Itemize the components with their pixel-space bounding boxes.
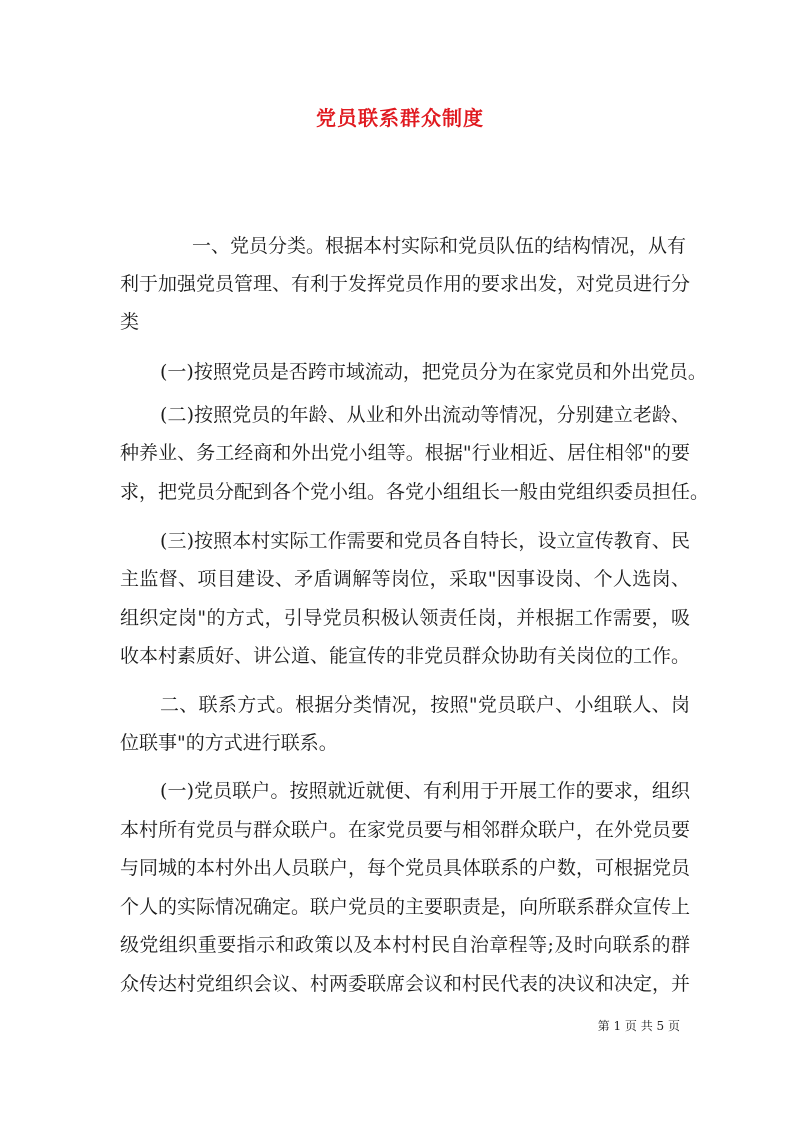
paragraph-line: 类 — [120, 311, 140, 333]
paragraph-line: 众传达村党组织会议、村两委联席会议和村民代表的决议和决定，并 — [120, 973, 691, 995]
document-title: 党员联系群众制度 — [316, 106, 484, 130]
paragraph-line: 级党组织重要指示和政策以及本村村民自治章程等;及时向联系的群 — [120, 934, 690, 956]
paragraph-line: 求，把党员分配到各个党小组。各党小组组长一般由党组织委员担任。 — [120, 481, 710, 503]
paragraph-line: 一、党员分类。根据本村实际和党员队伍的结构情况，从有 — [192, 235, 687, 257]
paragraph-line: 位联事"的方式进行联系。 — [120, 732, 338, 754]
paragraph-line: 利于加强党员管理、有利于发挥党员作用的要求出发，对党员进行分 — [120, 273, 691, 295]
paragraph-line: (一)按照党员是否跨市域流动，把党员分为在家党员和外出党员。 — [160, 361, 707, 383]
paragraph-line: 与同城的本村外出人员联户，每个党员具体联系的户数，可根据党员 — [120, 857, 691, 879]
page-number: 第 1 页 共 5 页 — [597, 1019, 680, 1033]
paragraph-line: 主监督、项目建设、矛盾调解等岗位，采取"因事设岗、个人选岗、 — [120, 568, 690, 590]
paragraph-line: 收本村素质好、讲公道、能宣传的非党员群众协助有关岗位的工作。 — [120, 645, 691, 667]
paragraph-line: 本村所有党员与群众联户。在家党员要与相邻群众联户，在外党员要 — [120, 819, 691, 841]
paragraph-line: 二、联系方式。根据分类情况，按照"党员联户、小组联人、岗 — [160, 694, 690, 716]
paragraph-line: 个人的实际情况确定。联户党员的主要职责是，向所联系群众宣传上 — [120, 896, 691, 918]
paragraph-line: 组织定岗"的方式，引导党员积极认领责任岗，并根据工作需要，吸 — [120, 607, 690, 629]
paragraph-line: 种养业、务工经商和外出党小组等。根据"行业相近、居住相邻"的要 — [120, 442, 690, 464]
paragraph-line: (一)党员联户。按照就近就便、有利用于开展工作的要求，组织 — [160, 780, 690, 802]
paragraph-line: (三)按照本村实际工作需要和党员各自特长，设立宣传教育、民 — [160, 530, 690, 552]
paragraph-line: (二)按照党员的年龄、从业和外出流动等情况，分别建立老龄、 — [160, 404, 690, 426]
